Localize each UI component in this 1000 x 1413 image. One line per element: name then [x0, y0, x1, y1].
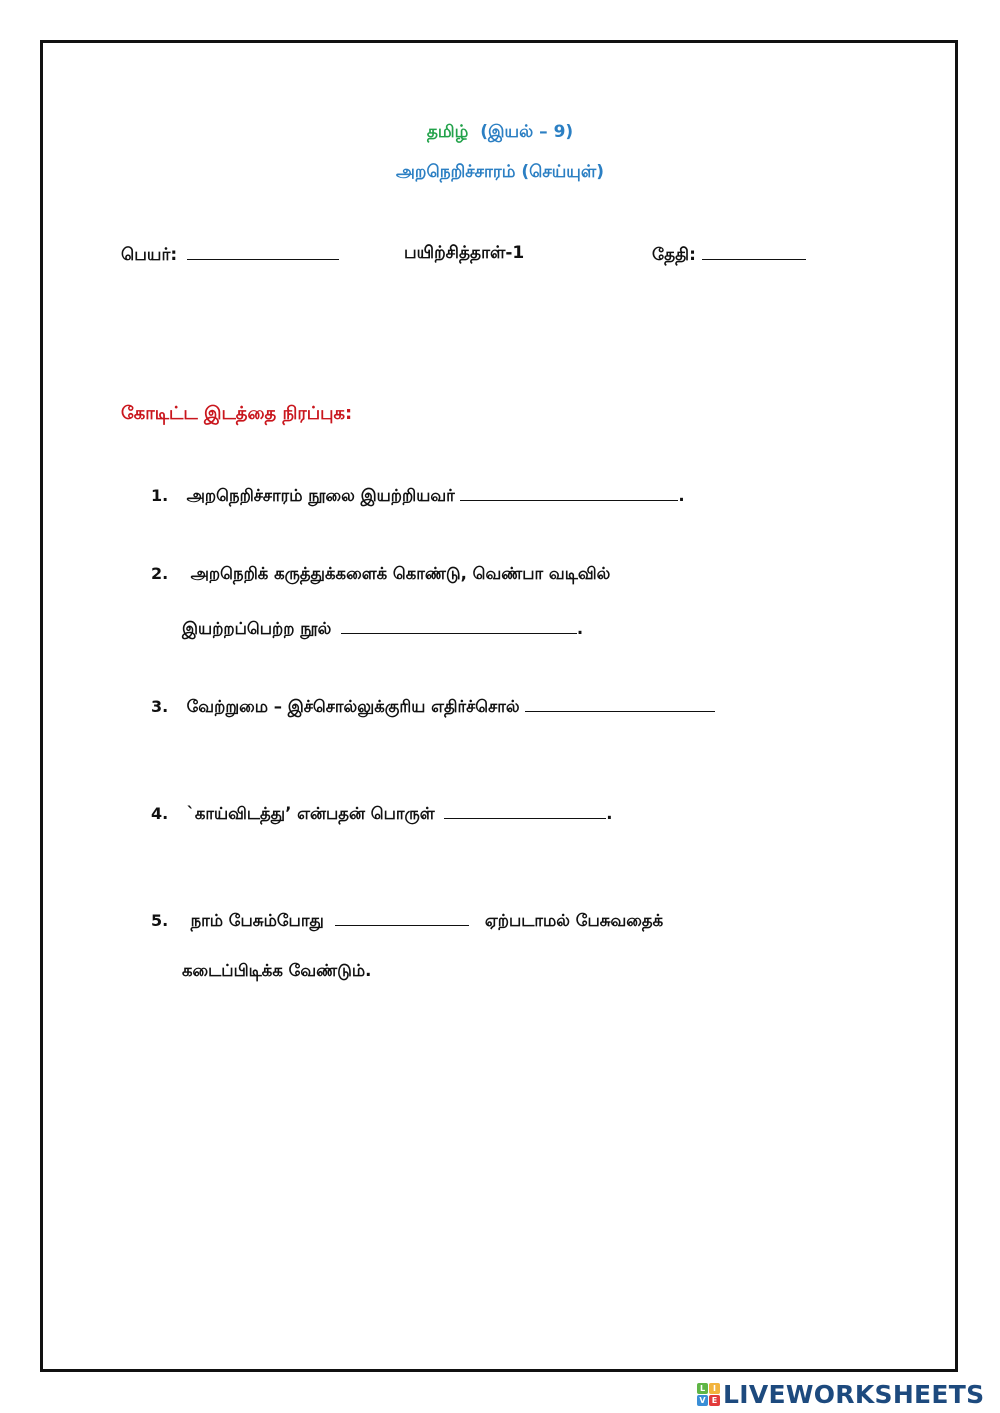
liveworksheets-logo[interactable]: [697, 1379, 984, 1409]
logo-icon: [697, 1383, 720, 1406]
question-number: 3.: [151, 697, 169, 716]
question-number: 4.: [151, 804, 169, 823]
question-1: [151, 484, 685, 508]
answer-blank-4[interactable]: [444, 802, 606, 819]
date-field: [652, 243, 806, 267]
question-2: [151, 564, 610, 586]
name-blank[interactable]: [187, 243, 339, 260]
logo-letter-l: L: [697, 1383, 708, 1394]
question-number: 1.: [151, 486, 169, 505]
question-text: வேற்றுமை – இச்சொல்லுக்குரிய எதிர்ச்சொல்: [186, 697, 520, 716]
question-suffix: .: [678, 486, 685, 505]
answer-blank-2[interactable]: [341, 617, 577, 634]
question-text: நாம் பேசும்போது: [190, 911, 324, 930]
question-3: [151, 695, 715, 719]
question-text: இயற்றப்பெற்ற நூல்: [182, 619, 332, 638]
logo-letter-e: E: [709, 1395, 720, 1406]
answer-blank-3[interactable]: [525, 695, 715, 712]
question-text: `காய்விடத்து’ என்பதன் பொருள்: [186, 804, 435, 823]
question-text: அறநெறிச்சாரம் நூலை இயற்றியவர்: [186, 486, 455, 505]
question-text: அறநெறிக் கருத்துக்களைக் கொண்டு, வெண்பா வடிவில்: [190, 564, 611, 583]
logo-letter-i: I: [709, 1383, 720, 1394]
worksheet-title: [0, 122, 1000, 144]
name-field: [121, 243, 339, 267]
question-number: 5.: [151, 911, 169, 930]
question-5-continued: [182, 961, 371, 983]
date-blank[interactable]: [702, 243, 806, 260]
question-4: [151, 802, 613, 826]
exercise-label: பயிற்சித்தாள்-1: [404, 243, 525, 263]
answer-blank-5[interactable]: [335, 909, 469, 926]
question-5: [151, 909, 663, 933]
question-text: கடைப்பிடிக்க வேண்டும்.: [182, 961, 372, 980]
lesson-title: அறநெறிச்சாரம் (செய்யுள்): [396, 162, 604, 182]
brand-name: LIVEWORKSHEETS: [723, 1379, 985, 1409]
question-2-continued: [182, 617, 583, 641]
answer-blank-1[interactable]: [460, 484, 678, 501]
subject-title: தமிழ்: [426, 122, 469, 142]
question-suffix: .: [576, 619, 584, 638]
unit-label: (இயல் – 9): [480, 122, 574, 142]
question-number: 2.: [151, 564, 169, 583]
date-label: தேதி:: [652, 245, 696, 265]
name-label: பெயர்:: [121, 245, 178, 265]
question-text: ஏற்படாமல் பேசுவதைக்: [484, 911, 664, 930]
question-suffix: .: [606, 804, 613, 823]
section-heading: கோடிட்ட இடத்தை நிரப்புக:: [121, 403, 353, 424]
logo-letter-v: V: [697, 1395, 708, 1406]
